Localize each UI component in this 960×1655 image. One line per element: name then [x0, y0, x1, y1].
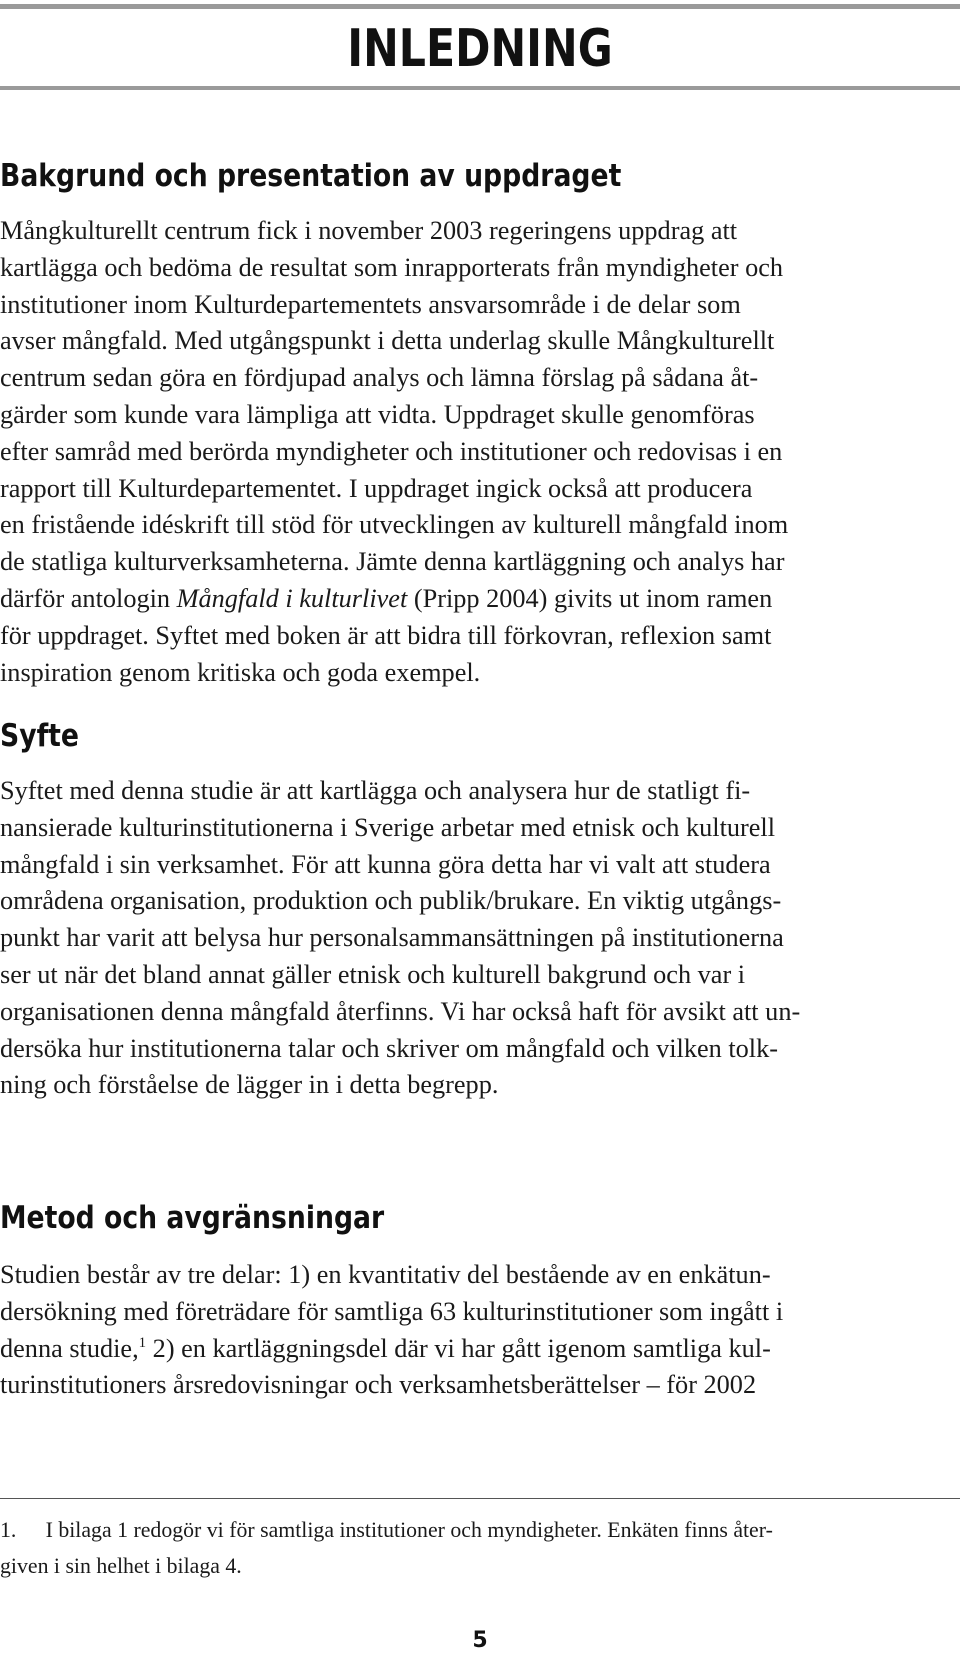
footnote-marker: 1	[138, 1334, 147, 1351]
text-line: Studien består av tre delar: 1) en kvantitativ del bestående av en enkätun-	[0, 1259, 771, 1289]
title-rule	[0, 86, 960, 90]
text-line	[0, 580, 952, 617]
section-heading-syfte: Syfte	[0, 718, 80, 754]
text-line: Syftet med denna studie är att kartlägga och analysera hur de statligt fi-	[0, 775, 751, 805]
footnote-rule	[0, 1498, 960, 1499]
text-line: kartlägga och bedöma de resultat som inrapporterats från myndigheter och	[0, 251, 784, 282]
text-line: inspiration genom kritiska och goda exempel.	[0, 656, 481, 687]
paragraph-metod	[0, 1256, 960, 1403]
text-run: 2) en kartläggningsdel där vi har gått igenom samtliga kul-	[146, 1332, 771, 1363]
text-run: därför antologin	[0, 582, 177, 613]
section-heading-bakgrund: Bakgrund och presentation av uppdraget	[0, 158, 622, 194]
top-rule	[0, 4, 960, 9]
page-number: 5	[472, 1628, 488, 1653]
text-line: ser ut när det bland annat gäller etnisk och kulturell bakgrund och var i	[0, 958, 746, 989]
chapter-title: INLEDNING	[347, 19, 613, 79]
text-line: mångfald i sin verksamhet. För att kunna göra detta har vi valt att studera	[0, 848, 771, 879]
text-line: organisationen denna mångfald återfinns. Vi har också haft för avsikt att un-	[0, 995, 801, 1026]
text-run: denna studie,	[0, 1332, 139, 1363]
text-line: avser mångfald. Med utgångspunkt i detta underlag skulle Mångkulturellt	[0, 325, 775, 356]
footnote-text: I bilaga 1 redogör vi för samtliga institutioner och myndigheter. Enkäten finns åter-	[45, 1517, 773, 1542]
text-line: områdena organisation, produktion och publik/brukare. En viktig utgångs-	[0, 885, 782, 916]
footnote	[0, 1512, 960, 1584]
footnote-line	[0, 1512, 952, 1548]
text-run: (Pripp 2004) givits ut inom ramen	[407, 582, 773, 613]
text-line: gärder som kunde vara lämpliga att vidta. Uppdraget skulle genomföras	[0, 398, 755, 429]
section-heading-metod: Metod och avgränsningar	[0, 1200, 385, 1236]
text-line: institutioner inom Kulturdepartementets ansvarsområde i de delar som	[0, 288, 741, 319]
footnote-line: given i sin helhet i bilaga 4.	[0, 1553, 242, 1578]
text-line: rapport till Kulturdepartementet. I uppdraget ingick också att producera	[0, 472, 753, 503]
text-line	[0, 1330, 952, 1367]
text-line: efter samråd med berörda myndigheter och institutioner och redovisas i en	[0, 435, 783, 466]
text-line: nansierade kulturinstitutionerna i Sverige arbetar med etnisk och kulturell	[0, 811, 776, 842]
text-line: Mångkulturellt centrum fick i november 2003 regeringens uppdrag att	[0, 215, 738, 245]
text-line: dersökning med företrädare för samtliga 63 kulturinstitutioner som ingått i	[0, 1295, 784, 1326]
text-line: en fristående idéskrift till stöd för utvecklingen av kulturell mångfald inom	[0, 509, 789, 540]
footnote-number: 1.	[0, 1517, 17, 1542]
text-line: för uppdraget. Syftet med boken är att bidra till förkovran, reflexion samt	[0, 619, 772, 650]
text-line: turinstitutioners årsredovisningar och verksamhetsberättelser – för 2002	[0, 1369, 757, 1400]
text-line: ning och förståelse de lägger in i detta begrepp.	[0, 1069, 499, 1100]
text-line: de statliga kulturverksamheterna. Jämte denna kartläggning och analys har	[0, 546, 785, 577]
book-title: Mångfald i kulturlivet	[176, 582, 408, 613]
paragraph-syfte	[0, 772, 960, 1103]
paragraph-bakgrund	[0, 212, 960, 690]
text-line: punkt har varit att belysa hur personalsammansättningen på institutionerna	[0, 922, 784, 953]
text-line: dersöka hur institutionerna talar och skriver om mångfald och vilken tolk-	[0, 1032, 778, 1063]
text-line: centrum sedan göra en fördjupad analys och lämna förslag på sådana åt-	[0, 362, 759, 393]
